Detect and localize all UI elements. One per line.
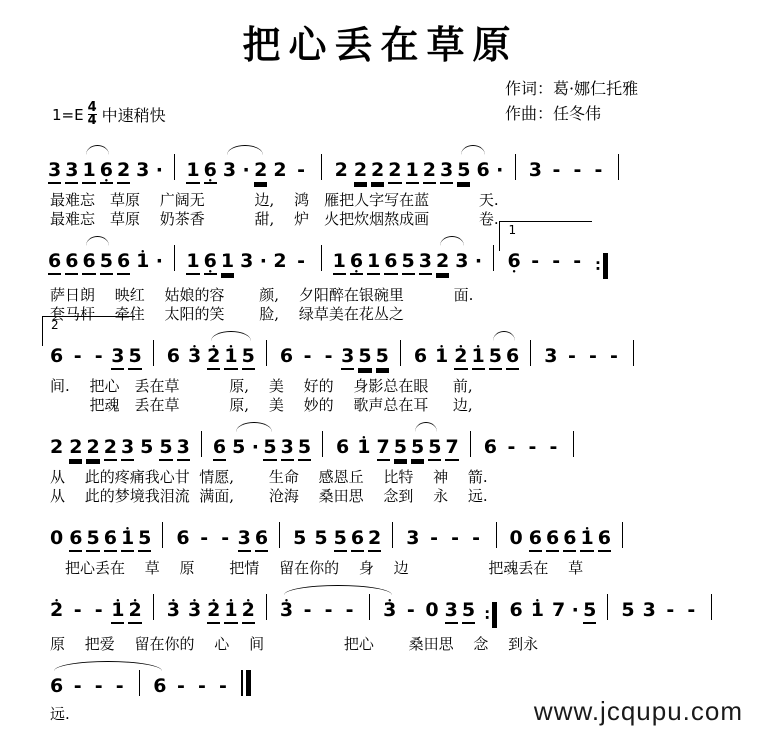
note: 5	[242, 344, 255, 370]
note: 5	[462, 598, 475, 624]
note: 6 •	[100, 158, 113, 184]
watermark-url: www.jcqupu.com	[533, 696, 743, 726]
lyricist-credit: 作词：葛·娜仁托雅	[505, 79, 639, 98]
note: 5	[621, 599, 635, 621]
note: 2	[50, 436, 64, 458]
lyrics-line: 原 把爱 留在你的 心 间 把心 桑田思 念 到永	[50, 635, 539, 653]
note: 2	[371, 158, 384, 184]
barline	[618, 154, 619, 180]
duration-dash: -	[73, 675, 82, 697]
note: 6	[117, 249, 130, 275]
augmentation-dot: ·	[251, 436, 259, 458]
augmentation-dot: ·	[496, 159, 504, 181]
credits-block	[505, 76, 638, 126]
note: 5	[358, 344, 371, 370]
notation-line	[46, 231, 761, 286]
note: 1	[406, 158, 419, 184]
duration-dash: -	[115, 675, 124, 697]
note: 5	[232, 436, 246, 458]
note: 6	[166, 345, 180, 367]
duration-dash: -	[303, 599, 312, 621]
time-signature-denominator: 4	[87, 113, 97, 128]
slur-arc	[440, 236, 464, 246]
note: 6	[563, 526, 576, 552]
note: 6	[476, 159, 490, 181]
note: 1	[186, 249, 199, 275]
note: 1	[333, 249, 346, 275]
note: 2	[69, 435, 82, 461]
note: 6	[598, 526, 611, 552]
note: 5	[411, 435, 424, 461]
lyrics-line: 把魂 丢在草 原, 美 妙的 歌声总在耳 边,	[50, 396, 473, 414]
duration-dash: -	[528, 436, 537, 458]
note: 3	[136, 159, 150, 181]
note: 2	[273, 159, 287, 181]
augmentation-dot: ·	[571, 599, 579, 621]
time-signature	[88, 102, 97, 127]
note: 6	[413, 345, 428, 367]
system-3	[0, 326, 761, 415]
duration-dash: -	[594, 159, 603, 181]
note: 6	[529, 526, 542, 552]
duration-dash: -	[552, 159, 561, 181]
note: 7	[445, 435, 458, 461]
repeat-end-barline: ∶	[485, 602, 497, 628]
note: 3	[121, 435, 134, 461]
note: 5	[128, 344, 141, 370]
note: • 1	[121, 526, 134, 552]
duration-dash: -	[507, 436, 516, 458]
note: 6	[279, 345, 294, 367]
duration-dash: -	[687, 599, 696, 621]
duration-dash: -	[451, 527, 459, 549]
note: 6	[50, 675, 64, 697]
augmentation-dot: ·	[155, 159, 164, 181]
barline	[174, 154, 175, 180]
note: 6	[213, 435, 226, 461]
rest: 0	[425, 599, 439, 621]
barline	[322, 431, 323, 457]
rest: 0	[50, 527, 64, 549]
barline	[496, 522, 497, 548]
note: 3	[642, 599, 656, 621]
note: 3	[544, 345, 558, 367]
note: 6	[69, 526, 82, 552]
time-signature-numerator: 4	[87, 100, 97, 115]
duration-dash: -	[94, 599, 103, 621]
barline	[321, 154, 322, 180]
duration-dash: -	[219, 675, 227, 697]
duration-dash: -	[94, 675, 103, 697]
barline	[573, 431, 574, 457]
repeat-end-barline: ∶	[596, 253, 608, 279]
note: 2	[368, 526, 381, 552]
note: 3	[406, 527, 420, 549]
slur-arc	[461, 145, 485, 155]
lyrics-line: 把心丢在 草 原 把情 留在你的 身 边 把魂丢在 草	[50, 559, 584, 577]
note: • 3	[280, 598, 293, 622]
note: 5	[140, 436, 154, 458]
duration-dash: -	[73, 599, 82, 621]
note: 3	[111, 344, 124, 370]
lyrics-line: 远.	[50, 705, 70, 723]
system-1	[0, 140, 761, 229]
note: 2	[86, 435, 99, 461]
duration-dash: -	[406, 599, 415, 621]
note: 1	[367, 249, 380, 275]
barline	[607, 594, 608, 620]
duration-dash: -	[610, 345, 618, 367]
barline	[153, 594, 154, 620]
note: 1	[186, 158, 199, 184]
note: • 2	[242, 598, 255, 624]
barline	[321, 245, 322, 271]
barline	[139, 670, 140, 696]
note: 2	[273, 250, 287, 272]
note: • 3	[383, 598, 396, 622]
duration-dash: -	[94, 345, 103, 367]
barline	[392, 522, 393, 548]
lyrics-line: 间. 把心 丢在草 原, 美 好的 身影总在眼 前,	[50, 377, 473, 395]
note: 2	[117, 158, 130, 184]
slur-arc	[227, 145, 263, 155]
barline	[493, 245, 494, 271]
note: 5	[86, 526, 99, 552]
note: 3	[445, 598, 458, 624]
system-4	[0, 417, 761, 506]
note: 5	[159, 435, 172, 461]
note: 5	[298, 435, 311, 461]
duration-dash: -	[297, 159, 306, 181]
note: 6	[50, 345, 64, 367]
note: 2	[254, 158, 267, 184]
tempo-marking: 中速稍快	[101, 106, 166, 125]
duration-dash: -	[297, 250, 306, 272]
barline	[153, 340, 154, 366]
barline	[400, 340, 401, 366]
note: 2	[423, 158, 436, 184]
note: 3	[341, 344, 354, 370]
barline	[711, 594, 712, 620]
note: 5	[334, 526, 347, 552]
note: • 3	[188, 344, 201, 368]
note: 6 •	[204, 158, 217, 184]
note: • 2	[454, 344, 467, 370]
slur-arc	[493, 331, 515, 341]
barline	[174, 245, 175, 271]
barline	[279, 522, 280, 548]
note: 5	[428, 435, 441, 461]
note: • 1	[357, 435, 370, 459]
note: 7	[551, 599, 566, 621]
note: 6	[153, 675, 167, 697]
duration-dash: -	[573, 159, 582, 181]
note: • 3	[167, 598, 180, 622]
barline	[369, 594, 370, 620]
lyrics-line: 套马杆 牵住 太阳的笑 脸, 绿草美在花丛之	[50, 305, 404, 323]
system-5	[0, 508, 761, 578]
note: 1	[82, 158, 95, 184]
note: 3	[177, 435, 190, 461]
slur-arc	[54, 661, 162, 671]
barline	[633, 340, 634, 366]
note: 3	[281, 435, 294, 461]
note: • 1	[531, 598, 544, 622]
duration-dash: -	[200, 527, 209, 549]
note: 1	[221, 249, 234, 275]
note: • 1	[111, 598, 124, 624]
note: 3	[528, 159, 542, 181]
note: 3	[238, 526, 251, 552]
note: 5	[394, 435, 407, 461]
note: • 1	[472, 344, 485, 370]
barline	[266, 340, 267, 366]
note: 5	[293, 527, 307, 549]
duration-dash: -	[568, 345, 576, 367]
duration-dash: -	[589, 345, 597, 367]
barline	[201, 431, 202, 457]
note: • 2	[50, 598, 63, 622]
note: 6	[384, 249, 397, 275]
note: 5	[583, 598, 596, 624]
note: 6 •	[507, 249, 520, 273]
note: 2	[334, 159, 348, 181]
note: 5	[314, 527, 328, 549]
note: 6	[104, 526, 117, 552]
augmentation-dot: ·	[474, 250, 483, 272]
note: • 1	[224, 598, 237, 624]
note: • 1	[580, 526, 593, 552]
duration-dash: -	[549, 436, 558, 458]
lyrics-line: 从 此的疼痛我心甘 情愿, 生命 感恩丘 比特 神 箭.	[50, 468, 488, 486]
note: 2	[354, 158, 367, 184]
note: • 1	[136, 249, 149, 273]
notation-line	[46, 508, 761, 559]
duration-dash: -	[221, 527, 230, 549]
duration-dash: -	[198, 675, 206, 697]
note: 5	[100, 249, 113, 275]
note: 5	[138, 526, 151, 552]
note: 2	[104, 435, 117, 461]
augmentation-dot: ·	[259, 250, 267, 272]
barline	[162, 522, 163, 548]
notation-line	[46, 417, 761, 468]
lyrics-line: 最难忘 草原 奶茶香 甜, 炉 火把炊烟熬成画 卷.	[50, 210, 499, 228]
duration-dash: -	[552, 250, 561, 272]
barline	[530, 340, 531, 366]
note: 6	[255, 526, 268, 552]
barline	[470, 431, 471, 457]
note: 6	[546, 526, 559, 552]
barline	[266, 594, 267, 620]
rest: 0	[509, 527, 523, 549]
key-tempo-line	[52, 102, 166, 127]
note: 2	[388, 158, 401, 184]
final-barline	[241, 670, 251, 696]
slur-arc	[415, 422, 437, 432]
note: 3	[48, 158, 61, 184]
note: 6	[351, 526, 364, 552]
barline	[515, 154, 516, 180]
duration-dash: -	[345, 599, 354, 621]
lyrics-line: 萨日朗 映红 姑娘的容 颜, 夕阳醉在银碗里 面.	[50, 286, 474, 304]
augmentation-dot: ·	[155, 250, 164, 272]
note: 6	[506, 344, 519, 370]
note: • 2	[207, 344, 220, 370]
duration-dash: -	[303, 345, 312, 367]
augmentation-dot: ·	[242, 159, 250, 181]
duration-dash: -	[666, 599, 675, 621]
note: • 2	[128, 598, 141, 624]
notation-line	[46, 580, 761, 635]
note: 3	[419, 249, 432, 275]
duration-dash: -	[430, 527, 438, 549]
note: 6	[483, 436, 497, 458]
slur-arc	[86, 236, 109, 246]
slur-arc	[284, 585, 392, 595]
duration-dash: -	[472, 527, 480, 549]
composer-credit: 作曲：任冬伟	[505, 104, 602, 123]
note: 3	[240, 250, 254, 272]
notation-line	[46, 140, 761, 191]
note: 6	[82, 249, 95, 275]
note: 6 •	[204, 249, 217, 275]
note: 3	[455, 250, 469, 272]
duration-dash: -	[573, 250, 582, 272]
note: 6	[336, 436, 350, 458]
note: 6	[65, 249, 78, 275]
duration-dash: -	[324, 345, 333, 367]
slur-arc	[236, 422, 272, 432]
slur-arc	[211, 331, 251, 341]
slur-arc	[86, 145, 109, 155]
notation-line	[46, 326, 761, 377]
note: 3	[65, 158, 78, 184]
note: 2	[436, 249, 449, 275]
lyrics-line: 从 此的梦境我泪流 满面, 沧海 桑田思 念到 永 远.	[50, 487, 488, 505]
note: 3	[222, 159, 237, 181]
note: 3	[440, 158, 453, 184]
duration-dash: -	[324, 599, 333, 621]
note: 6 •	[350, 249, 363, 275]
note: • 1	[435, 344, 448, 368]
duration-dash: -	[177, 675, 185, 697]
note: 5	[402, 249, 415, 275]
note: • 2	[207, 598, 220, 624]
note: 5	[457, 158, 470, 184]
note: 5	[489, 344, 502, 370]
system-6	[0, 580, 761, 654]
system-2	[0, 231, 761, 324]
barline	[622, 522, 623, 548]
key-signature: 1=E	[52, 105, 84, 124]
note: 6	[509, 599, 523, 621]
lyrics-line: 最难忘 草原 广阔无 边, 鸿 雁把人字写在蓝 天.	[50, 191, 499, 209]
note: 7	[377, 435, 390, 461]
note: 5	[376, 344, 389, 370]
duration-dash: -	[531, 250, 540, 272]
note: • 1	[224, 344, 237, 370]
note: 6	[176, 527, 190, 549]
score-area	[0, 140, 761, 726]
duration-dash: -	[73, 345, 82, 367]
note: 6	[48, 249, 61, 275]
note: 5	[263, 435, 276, 461]
song-title: 把心丢在草原	[242, 22, 519, 67]
note: • 3	[188, 598, 201, 622]
